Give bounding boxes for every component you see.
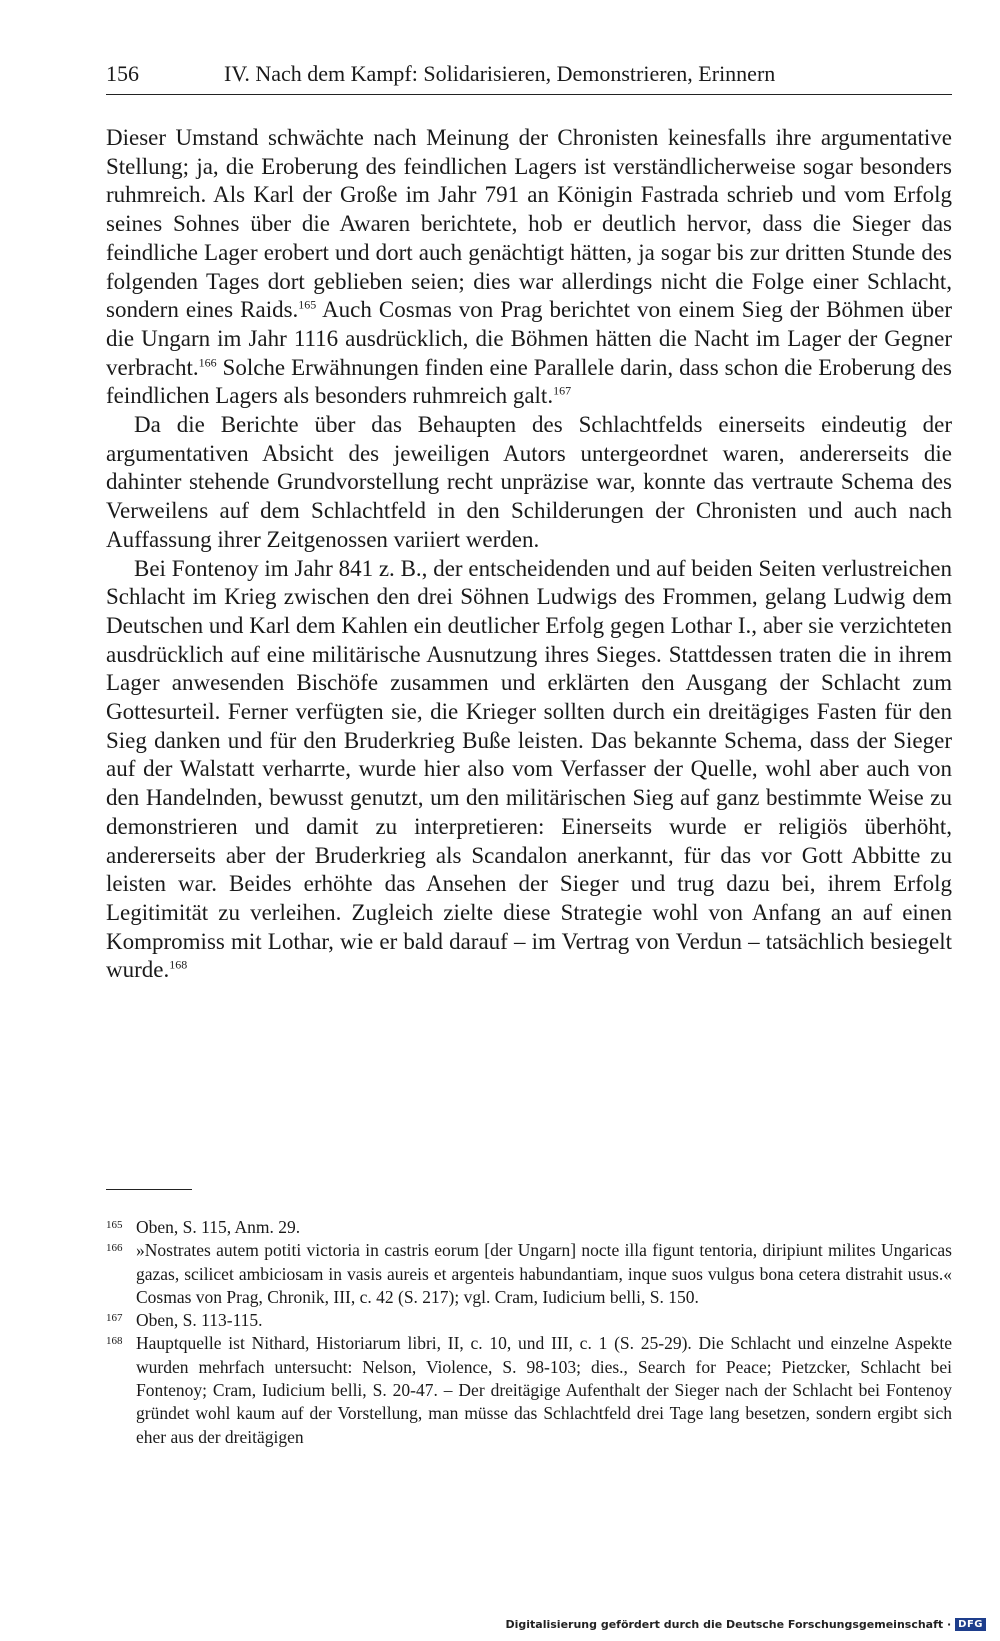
footnote-text: Oben, S. 115, Anm. 29. — [136, 1217, 301, 1237]
footnote-166 — [106, 1239, 952, 1309]
footnote-ref-165[interactable]: 165 — [298, 297, 317, 312]
footnote-number: 168 — [106, 1335, 123, 1348]
page-number: 156 — [106, 61, 139, 86]
footnote-ref-168[interactable]: 168 — [169, 957, 188, 972]
paragraph-text: Bei Fontenoy im Jahr 841 z. B., der entscheidenden und auf beiden Seiten verlustreichen Schlacht im Krieg zwischen den drei Söhnen Ludwigs des Frommen, gelang Ludwig dem Deutschen und Karl dem Kahlen ein deutlicher Erfolg gegen Lothar I., aber sie verzichteten ausdrücklich auf eine militärische Ausnutzung ihres Sieges. Stattdessen traten die in ihrem Lager anwesenden Bischöfe zusammen und erklärten den Ausgang der Schlacht zum Gottesurteil. Ferner verfügten sie, die Krieger sollten durch ein dreitägiges Fasten für den Sieg danken und für den Bruderkrieg Buße leisten. Das bekannte Schema, dass der Sieger auf der Walstatt verharrte, wurde hier also vom Verfasser der Quelle, wohl aber auch von den Handelnden, bewusst genutzt, um den militärischen Sieg auf ganz bestimmte Weise zu demonstrieren und damit zu interpretieren: Einerseits wurde er religiös überhöht, andererseits aber der Bruderkrieg als Scandalon anerkannt, für das vor Gott Abbitte zu leisten war. Beides erhöhte das Ansehen der Sieger und trug dazu bei, ihrem Erfolg Legitimität zu verleihen. Zugleich zielte diese Strategie wohl von Anfang an auf einen Kompromiss mit Lothar, wie er bald darauf – im Vertrag von Verdun – tatsächlich besiegelt wurde. — [106, 555, 952, 983]
footnote-number: 166 — [106, 1242, 123, 1255]
running-header — [106, 60, 952, 95]
paragraph-text: Dieser Umstand schwächte nach Meinung der Chronisten keinesfalls ihre argumentative Stellung; ja, die Eroberung des feindlichen Lagers ist verständlicherweise sogar besonders ruhmreich. Als Karl der Große im Jahr 791 an Königin Fastrada schrieb und vom Erfolg seines Sohnes über die Awaren berichtete, hob er deutlich hervor, dass die Sieger das feindliche Lager erobert und dort auch genächtigt hätten, ja sogar bis zur dritten Stunde des folgenden Tages dort geblieben seien; dies war allerdings nicht die Folge einer Schlacht, sondern eines Raids. — [106, 125, 952, 323]
footnote-ref-167[interactable]: 167 — [553, 383, 572, 398]
footnote-text: »Nostrates autem potiti victoria in castris eorum [der Ungarn] nocte illa figunt tentoria, diripiunt milites Ungaricas gazas, scilicet ambiciosam in vasis aureis et argenteis habundantiam, inque suos vulgus bona cetera distrahit usus.« Cosmas von Prag, Chronik, III, c. 42 (S. 217); vgl. Cram, Iudicium belli, S. 150. — [136, 1240, 952, 1307]
footnote-167 — [106, 1309, 952, 1332]
paragraph-text: Solche Erwähnungen finden eine Parallele darin, dass schon die Eroberung des feindlichen Lagers als besonders ruhmreich galt. — [106, 354, 952, 409]
footer-text: Digitalisierung gefördert durch die Deutsche Forschungsgemeinschaft · — [505, 1618, 952, 1631]
paragraph-3 — [106, 555, 952, 986]
footnote-text: Oben, S. 113-115. — [136, 1310, 263, 1331]
footnote-165 — [106, 1216, 952, 1239]
footnotes — [106, 1216, 952, 1449]
paragraph-text: Da die Berichte über das Behaupten des Schlachtfelds einerseits eindeutig der argumentativen Absicht des jeweiligen Autors untergeordnet waren, andererseits die dahinter stehende Grundvorstellung recht unpräzise war, konnte das vertraute Schema des Verweilens auf dem Schlachtfeld in den Schilderungen der Chronisten und auch nach Auffassung ihrer Zeitgenossen variiert werden. — [106, 412, 952, 552]
footnote-divider — [106, 1189, 192, 1190]
footnote-ref-166[interactable]: 166 — [198, 354, 217, 369]
dfg-logo-icon: DFG — [955, 1618, 986, 1631]
paragraph-1 — [106, 124, 952, 411]
footnote-number: 167 — [106, 1312, 123, 1325]
digitization-footer — [505, 1618, 986, 1631]
main-text — [106, 124, 952, 985]
footnote-number: 165 — [106, 1219, 123, 1231]
chapter-title: IV. Nach dem Kampf: Solidarisieren, Demonstrieren, Erinnern — [224, 61, 776, 86]
footnote-168 — [106, 1332, 952, 1448]
paragraph-2 — [106, 411, 952, 555]
footnote-text: Hauptquelle ist Nithard, Historiarum libri, II, c. 10, und III, c. 1 (S. 25-29). Die Schlacht und einzelne Aspekte wurden mehrfach untersucht: Nelson, Violence, S. 98-103; dies., Search for Peace; Pietzcker, Schlacht bei Fontenoy; Cram, Iudicium belli, S. 20-47. – Der dreitägige Aufenthalt der Sieger nach der Schlacht bei Fontenoy gründet wohl kaum auf der Vorstellung, man müsse das Schlachtfeld drei Tage lang besetzen, sondern ergibt sich eher aus der dreitägigen — [136, 1333, 952, 1447]
paragraph-text: Auch Cosmas von Prag berichtet von einem Sieg der Böhmen über die Ungarn im Jahr 1116 ausdrücklich, die Böhmen hätten die Nacht im Lager der Gegner verbracht. — [106, 297, 952, 380]
